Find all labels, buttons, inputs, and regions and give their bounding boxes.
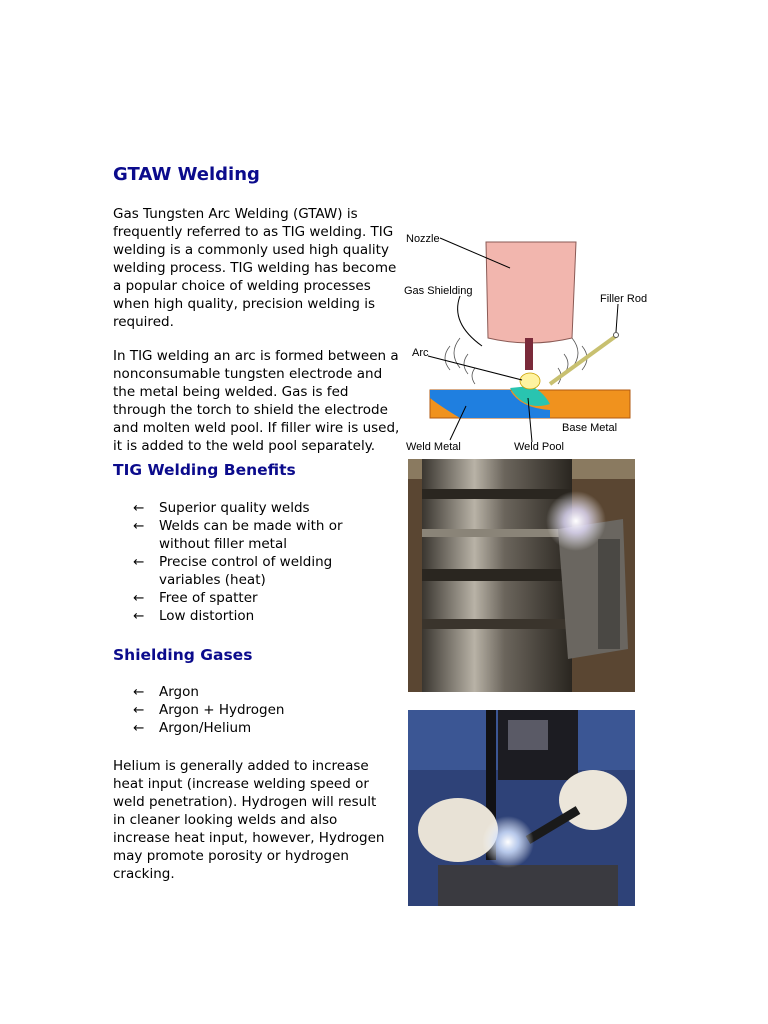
label-nozzle: Nozzle (406, 233, 440, 245)
page-title: GTAW Welding (113, 164, 260, 185)
label-gas-shielding: Gas Shielding (404, 285, 473, 297)
list-item: ← Argon/Helium (133, 720, 252, 736)
list-item: ← Free of spatter (133, 590, 258, 606)
left-arrow-icon: ← (133, 702, 145, 718)
left-arrow-icon: ← (133, 720, 145, 736)
arc-glow (520, 373, 540, 389)
tungsten-electrode (525, 338, 533, 370)
left-arrow-icon: ← (133, 608, 145, 624)
left-arrow-icon: ← (133, 500, 145, 516)
orbital-welding-photo (408, 459, 635, 692)
left-arrow-icon: ← (133, 590, 145, 606)
helium-paragraph: Helium is generally added to increase heat input (increase welding speed or weld penetration). Hydrogen will result in cleaner looking welds and also increase heat input, however, Hydrogen may promote porosity or hydrogen cracking. (113, 758, 385, 882)
gases-list (113, 683, 373, 737)
manual-tig-welding-photo (408, 710, 635, 906)
left-arrow-icon: ← (133, 518, 145, 534)
benefits-list (113, 499, 373, 625)
shielding-gases-heading: Shielding Gases (113, 646, 253, 664)
tig-welding-diagram (400, 228, 648, 456)
label-base-metal: Base Metal (562, 422, 618, 434)
list-item: ← Welds can be made with or without filler metal (133, 518, 343, 552)
nozzle-shape (486, 242, 576, 343)
left-arrow-icon: ← (133, 554, 145, 570)
label-weld-metal: Weld Metal (406, 441, 461, 453)
gas-flow-lines (445, 338, 587, 384)
intro-paragraph: Gas Tungsten Arc Welding (GTAW) is frequently referred to as TIG welding. TIG welding is a commonly used high quality welding process. TIG welding has become a popular choice of welding processes when high quality, precision welding is required. (113, 206, 397, 330)
filler-rod-tip (614, 333, 619, 338)
arc-paragraph: In TIG welding an arc is formed between a nonconsumable tungsten electrode and the metal being welded. Gas is fed through the torch to shield the electrode and molten weld pool. If filler wire is used, it is added to the weld pool separately. (113, 348, 400, 454)
list-item: ← Precise control of welding variables (heat) (133, 554, 333, 588)
list-item: ← Argon (133, 684, 199, 700)
list-item: ← Superior quality welds (133, 500, 310, 516)
label-arc: Arc (412, 347, 429, 359)
list-item: ← Low distortion (133, 608, 255, 624)
benefits-heading: TIG Welding Benefits (113, 461, 296, 479)
label-weld-pool: Weld Pool (514, 441, 564, 453)
filler-rod (550, 336, 616, 384)
label-filler-rod: Filler Rod (600, 293, 648, 305)
list-item: ← Argon + Hydrogen (133, 702, 285, 718)
left-arrow-icon: ← (133, 684, 145, 700)
